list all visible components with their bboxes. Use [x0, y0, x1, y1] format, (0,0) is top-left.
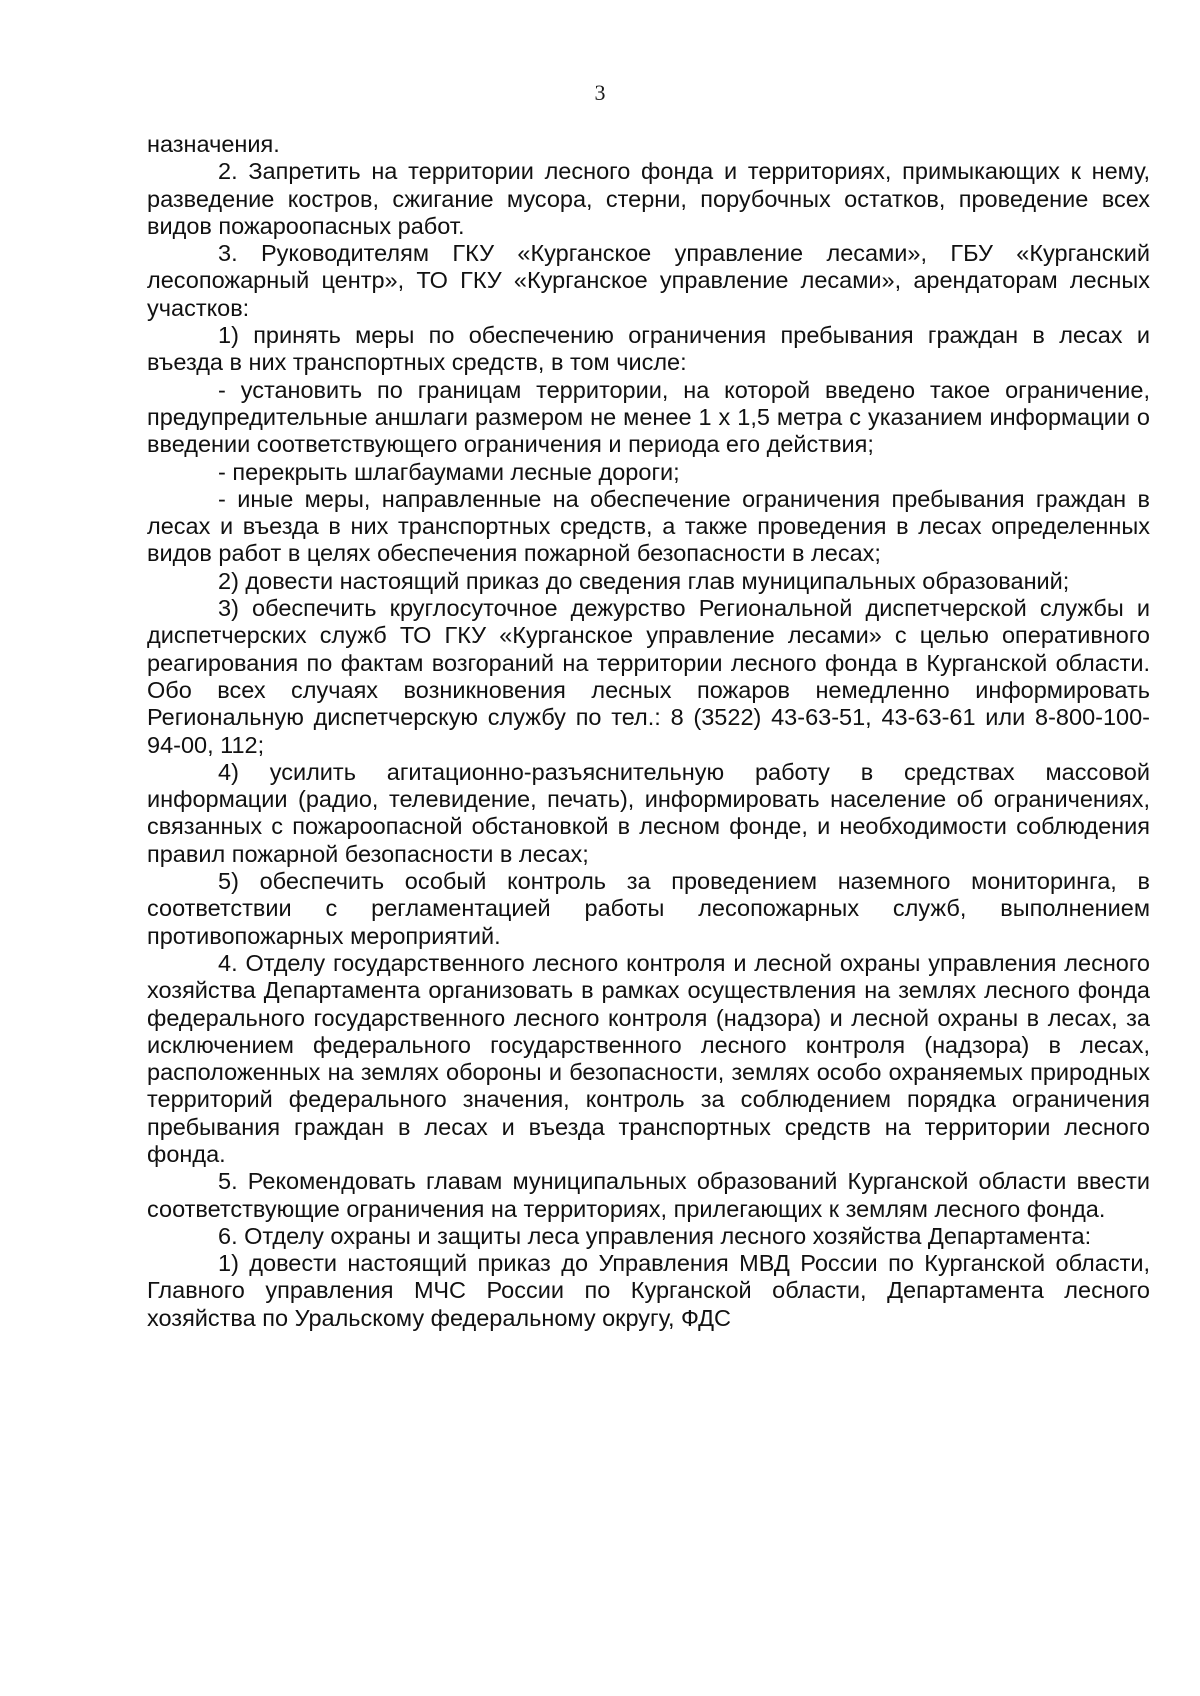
paragraph: 4. Отделу государственного лесного контроля и лесной охраны управления лесного хозяйства Департамента организовать в рамках осуществления на землях лесного фонда федерального государственного лесного контроля (надзора) и лесной охраны в лесах, за исключением федерального государственного лесного контроля (надзора) в лесах, расположенных на землях обороны и безопасности, землях особо охраняемых природных территорий федерального значения, контроль за соблюдением порядка ограничения пребывания граждан в лесах и въезда транспортных средств на территории лесного фонда.: [147, 949, 1150, 1167]
paragraph: 1) довести настоящий приказ до Управления МВД России по Курганской области, Главного управления МЧС России по Курганской области, Департамента лесного хозяйства по Уральскому федеральному округу, ФДС: [147, 1250, 1150, 1331]
paragraph: 3. Руководителям ГКУ «Курганское управление лесами», ГБУ «Курганский лесопожарный центр», ТО ГКУ «Курганское управление лесами», арендаторам лесных участков:: [147, 240, 1150, 321]
paragraph: 3) обеспечить круглосуточное дежурство Региональной диспетчерской службы и диспетчерских служб ТО ГКУ «Курганское управление лесами» с целью оперативного реагирования по фактам возгораний на территории лесного фонда в Курганской области. Обо всех случаях возникновения лесных пожаров немедленно информировать Региональную диспетчерскую службу по тел.: 8 (3522) 43-63-51, 43-63-61 или 8-800-100-94-00, 112;: [147, 595, 1150, 758]
paragraph: 4) усилить агитационно-разъяснительную работу в средствах массовой информации (радио, телевидение, печать), информировать население об ограничениях, связанных с пожароопасной обстановкой в лесном фонде, и необходимости соблюдения правил пожарной безопасности в лесах;: [147, 758, 1150, 867]
page-number: 3: [594, 80, 606, 105]
paragraph: - перекрыть шлагбаумами лесные дороги;: [218, 458, 680, 485]
paragraph: 2. Запретить на территории лесного фонда и территориях, примыкающих к нему, разведение костров, сжигание мусора, стерни, порубочных остатков, проведение всех видов пожароопасных работ.: [147, 158, 1150, 239]
paragraph: - иные меры, направленные на обеспечение ограничения пребывания граждан в лесах и въезда в них транспортных средств, а также проведения в лесах определенных видов работ в целях обеспечения пожарной безопасности в лесах;: [147, 485, 1150, 567]
paragraph: 2) довести настоящий приказ до сведения глав муниципальных образований;: [218, 567, 1070, 594]
paragraph: - установить по границам территории, на которой введено такое ограничение, предупредительные аншлаги размером не менее 1 х 1,5 метра с указанием информации о введении соответствующего ограничения и периода его действия;: [147, 376, 1150, 458]
paragraph: назначения.: [147, 131, 280, 157]
paragraph: 1) принять меры по обеспечению ограничения пребывания граждан в лесах и въезда в них транспортных средств, в том числе:: [147, 322, 1150, 376]
paragraph: 6. Отделу охраны и защиты леса управления лесного хозяйства Департамента:: [218, 1222, 1092, 1249]
paragraph: 5) обеспечить особый контроль за проведением наземного мониторинга, в соответствии с регламентацией работы лесопожарных служб, выполнением противопожарных мероприятий.: [147, 868, 1150, 949]
paragraph: 5. Рекомендовать главам муниципальных образований Курганской области ввести соответствующие ограничения на территориях, прилегающих к землям лесного фонда.: [147, 1168, 1150, 1222]
document-body: [147, 131, 1150, 1332]
